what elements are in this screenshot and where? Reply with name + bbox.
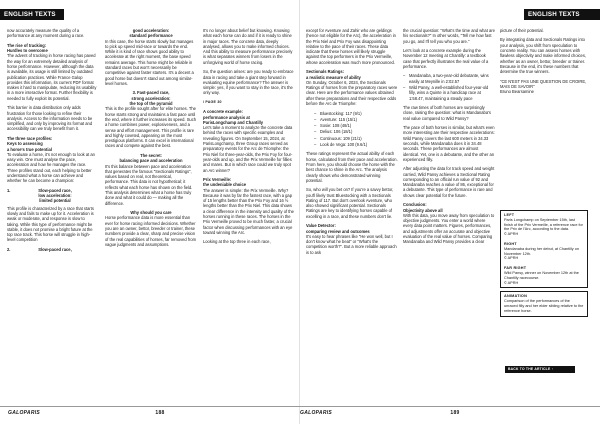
list-number: 1.	[7, 187, 11, 193]
column-5	[403, 28, 495, 249]
list-item: – Aventure: 115 (15/1)	[306, 117, 398, 122]
subheading: comparing review and outcomes	[306, 228, 370, 234]
subheading: The secret:	[140, 152, 162, 158]
subheading: Conclusion:	[403, 202, 427, 208]
caption-label-farright: FAR RIGHT	[504, 266, 527, 271]
paragraph: Looking at the top three in each race,	[203, 239, 271, 245]
subheading: Sectionals Ratings:	[306, 69, 344, 75]
subheading: ParisLongchamp and Chantilly	[203, 119, 264, 125]
paragraph: By integrating data and Sectionals Ratings into your analysis, you shift from speculation to concrete reality. You can assess horses with flawless objectivity and make informed choices, whether as an owner, bettor, breeder or trainer. Because in the end, it's these numbers that determine the true winners.	[500, 37, 587, 75]
subheading: a realistic measure of ability	[306, 74, 361, 80]
section-header-right: ENGLISH TEXTS	[524, 9, 600, 20]
list-item: – Delius: 106 (18/1)	[306, 129, 398, 134]
list-heading: Slow-paced race,	[38, 246, 72, 252]
subheading: standard performance	[129, 33, 173, 39]
paragraph: The advent of tracking in horse racing has paved the way for an extremely detailed analysis of horse performance. However, although the data is available, its usage is still limited by outdated publication practices. While France Galop provides this information, its current PDF format makes it hard to manipulate, reducing its usability in a more interactive format. Further flexibility is needed to fully exploit its potential.	[7, 53, 97, 101]
paragraph: It's this balance between pace and acceleration that generates the famous "Sectionals Ratings", values based on real, not theoretical, performance. This data is not hypothetical; it reflects what each horse has shown on the field. This analysis determines what a horse has truly done and what it could do — making all the difference.	[105, 163, 193, 206]
caption-label-right: RIGHT	[504, 241, 517, 246]
subheading: a horse's true potential	[7, 146, 52, 152]
subheading: the top of the pyramid	[129, 101, 173, 107]
subheading: Hurdles to overcome	[7, 48, 48, 54]
subheading: the undeniable choice	[203, 182, 246, 188]
list-item: – Mandanaba, a two-year-old debutante, wins easily at Meynille in 2:02.57	[403, 73, 495, 84]
caption-label-animation: ANIMATION	[504, 294, 528, 299]
subheading: balancing pace and acceleration	[119, 158, 183, 164]
caption-label-left: LEFT	[504, 213, 515, 217]
caption-credit-farright: © APRH	[504, 280, 519, 285]
photo-captions	[500, 210, 588, 317]
subheading: 3. Fast-paced race,	[132, 90, 170, 96]
list-item: – Wild Pansy, a well-established four-year-old filly, wins a Quinte in a handicap race at 1:58.47, maintaining a steady pace	[403, 85, 495, 101]
column-1	[7, 28, 97, 254]
paragraph: In this case, the horse starts slowly but manages to pick up speed mid-race or towards the end. While it is kind of race shows good ability to accelerate at the right moment, the base speed remains average. This horse might be reliable in standard races but won't necessarily be competitive against faster starters. It's a decent a good horse but doesn't stand out among similar-level horses.	[105, 38, 194, 86]
paragraph: This barrier in data distribution only adds frustration for those looking to refine their analysis. Access to the information needs to be simplified, and only by improving its format and accessibility can we truly benefit from it.	[7, 105, 93, 132]
caption-text-farright: Wild Pansy, winner on November 12th at the Chantilly racecourse.	[504, 270, 579, 280]
column-2	[105, 28, 197, 251]
subheading: The rise of tracking:	[7, 42, 47, 48]
animation-caption-box	[500, 291, 588, 316]
list-item	[7, 247, 97, 252]
caption-text-left: Paris Longchamp on September 15th, last finish of the Prix Vermeille, a reference race for the Prix de l'Arc, according to the data.	[504, 217, 583, 232]
paragraph: It's easy to hear phrases like "He won well, but I don't know what he beat" or "What's the competition worth?". But a more reliable approach is to ask	[306, 233, 397, 255]
footer-brand-left: GALOPARIS	[8, 410, 41, 416]
list-item: – Sosie: 108 (48/1)	[306, 123, 398, 128]
paragraph: now accurately measure the quality of a performance at any moment during a race.	[7, 28, 85, 39]
paragraph: The answer is simple: the Prix Vermeille. Why? Because it was by far the fastest race, with a gap of 15 lengths better than the Prix Foy and 16 ½ lengths better than the Prix Niel. This data shows a clear difference in the intensity and quality of the horses running in these races. The horses in the Prix Vermeille proved to be much faster, a crucial factor when discussing performances with an eye toward winning the Arc.	[203, 187, 294, 235]
footer-brand-right: GALOPARIS	[300, 410, 333, 416]
caption-text-animation: Comparison of the performances of the unraced filly and her elder sibling relative to the reference horse.	[504, 299, 584, 313]
paragraph: It's no longer about belief but knowing. Knowing what each horse can do and if it is ready to shine in major races. The concrete data, deeply analysed, allows you to make informed choices. And this ability to measure performance precisely is what separates winners from losers in the unforgiving world of horse racing.	[203, 28, 293, 65]
paragraph: So, who will you bet on? If you're a savvy bettor, you'll likely trust Bluestocking with a Sectionals Rating of 117. But don't overlook Aventure, who also showed significant potential. Sectionals Ratings are key to identifying horses capable of excelling in a race, and these numbers don't lie.	[306, 187, 394, 219]
paragraph: This profile is characterized by a race that starts slowly and fails to make up for it. Acceleration is weak or moderate, and response is slow to taking. While this type of performance might be stable, it does not promise a bright future at the top race track. This horse will struggle in high-level competition	[7, 205, 94, 243]
paragraph: Let's look at a concrete example during the November 12 meeting at Chantilly: a textbook case that perfectly illustrates the real value of a performance.	[403, 48, 489, 69]
footer-rule	[0, 406, 600, 407]
paragraph: So, the question arises: are you ready to embrace data in racing and take a giant step forward in evaluating equine performance? The answer is simple: yes, if you want to stay in the race, it's the only way.	[203, 69, 294, 96]
caption-credit-left: © APRH	[504, 232, 519, 237]
paragraph: After adjusting the data for track speed and weight carried, Wild Pansy achieves a Sectional Rating corresponding to an official run value of 92 and Mandanaba reaches a value of 86, exceptional for a debutante. This type of performance is rare and shows clear potential for the future.	[403, 166, 495, 198]
page-number-left: 188	[155, 410, 165, 416]
paragraph: This is the profile sought after for elite horses. The horse starts strong and maintains a fast pace until the end, where it further increases its speed. Such a horse combines power, explosiveness, and a sense and effort management. This profile is rare and highly coveted, appearing on the most prestigious platforms. It can excel in international races and compete against the best.	[105, 106, 197, 149]
subheading: good acceleration:	[132, 28, 170, 33]
page-number-right: 189	[450, 410, 460, 416]
paragraph: except for Aventure and Zahir who are geldings (hence not eligible for the Arc), the acceleration in the Prix Niel and Prix Foy was disappointing relative to the pace of their races. These data indicate that these horses will likely struggle against the top performers in the Prix Vermeille, whose acceleration was much more pronounced.	[306, 28, 396, 65]
column-3	[203, 28, 295, 249]
subheading: performance analysis at	[203, 114, 250, 120]
paragraph: Let's take a moment to analyze the concrete data behind the races with specific examples and revealing figures. On September 15, 2024, at ParisLongchamp, three Group races served as preparatory events for the Arc de Triomphe: the Prix Niel for three-year-olds, the Prix Foy for four-year-olds and up, and the Prix Vermeille for fillies and mares. But in which race could we truly spot an Arc winner?	[203, 125, 293, 173]
subheading: The three race profiles:	[7, 135, 53, 141]
paragraph: the crucial question: "What's the time and what are his sectionals?" In other words, "Tell me how fast you go, and I'll tell you who you are."	[403, 28, 495, 44]
page-spine	[299, 0, 300, 424]
list-heading	[13, 188, 97, 204]
list-item: – Continuous: 109 (21/1)	[306, 136, 398, 141]
subheading: Prix Vermeille:	[203, 176, 232, 182]
subheading: strong acceleration:	[131, 95, 171, 101]
paragraph: These ratings represent the actual ability of each horse, calculated from their pace and acceleration. From here, you should choose the horse with the best chance to shine in the Arc. The analysis clearly shows who demonstrated winning potential.	[306, 151, 398, 183]
paragraph: To evaluate a horse, it's not enough to look at an easy win. One must analyse the pace, acceleration and how he manages the race. Three profiles stand out, each helping to better understand what a horse can achieve and whether he can become a champion:	[7, 151, 95, 184]
subheading: Why should you care	[130, 210, 172, 216]
section-header-left: ENGLISH TEXTS	[0, 9, 64, 20]
list-heading-line: Slow-paced race,	[38, 187, 72, 193]
paragraph: The raw times of both horses are surprisingly close, raising the question: what is Mandanaba's real value compared to Wild Pansy?	[403, 104, 491, 121]
list-number: 2.	[7, 246, 11, 252]
caption-credit-right: © APRH	[504, 256, 519, 261]
paragraph: picture of their potential.	[500, 28, 544, 33]
page-reference-tag[interactable]: / PAGE 30	[203, 99, 222, 104]
caption-text-right: Mandanaba during her debut, at Chantilly on November 12th.	[504, 246, 579, 256]
list-item: – Look de Vega: 100 (9.6/1)	[306, 142, 398, 147]
paragraph: Horse performance data is more essential than ever for horse racing informed decisions. Whether you are an owner, bettor, breeder or trainer, these numbers provide a clear, sharp and precise vision of the real capabilities of horses, far removed from vague judgments and assumptions.	[105, 215, 197, 247]
subheading: Objectivity above all	[403, 207, 443, 213]
list-item	[7, 188, 97, 204]
column-6	[500, 28, 590, 99]
back-to-article-button[interactable]: BACK TO THE ARTICLE ↑	[505, 366, 575, 373]
caption-box	[500, 210, 588, 288]
list-heading-line: limited potential	[39, 198, 71, 204]
paragraph: On Sunday, October 6, 2024, the Sectionals Ratings of horses from the preparatory races were clear. Here are the performance values obtained after these preparations and their respective odds before the Arc de Triomphe:	[306, 79, 398, 107]
paragraph: With this data, you move away from speculation to objective judgments. You enter a world where every data point matters. Figures, performances, and adjustments offer an accurate and objective evaluation of the real value of horses. Comparing Mandanaba and Wild Pansy provides a clear	[403, 212, 495, 245]
subheading: Value Detector:	[306, 223, 336, 229]
quote-author: Bruno Bearsamine	[500, 89, 534, 95]
subheading: A concrete example:	[203, 109, 243, 115]
ratings-list	[306, 111, 398, 148]
pull-quote: "CE N'EST PAS UNE QUESTION DE CROIRE, MAIS DE SAVOIR"	[500, 78, 587, 90]
list-heading-line: low acceleration:	[38, 193, 72, 199]
subheading: Keys to assessing	[7, 141, 43, 147]
paragraph: The pace of both horses is similar, but what's even more interesting are their respective accelerations: Wild Pansy covers the last 600 meters in 34.33 seconds, while Mandanaba does it in 34.48 seconds. These performances are almost identical. Yet, one is a debutante, and the other an experienced filly.	[403, 125, 495, 162]
list-item: – Bluestocking: 117 (9/1)	[306, 111, 398, 116]
example-list	[403, 73, 495, 100]
column-4	[306, 28, 398, 259]
